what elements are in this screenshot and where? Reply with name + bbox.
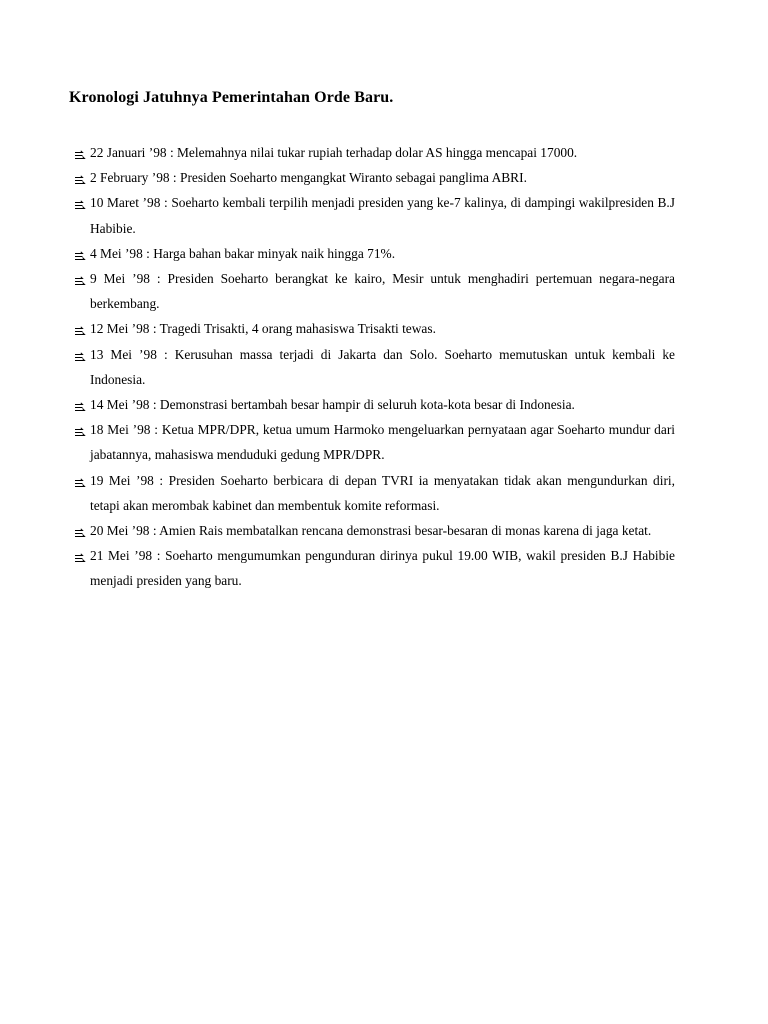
arrow-bullet-icon [74,325,86,336]
chronology-item-text: 10 Maret ’98 : Soeharto kembali terpilih menjadi presiden yang ke-7 kalinya, di dampingi wakilpresiden B.J Habibie. [90,195,675,236]
chronology-item-3 [74,190,675,240]
chronology-item-6 [74,316,675,341]
chronology-item-4 [74,241,675,266]
chronology-item-11 [74,518,675,543]
arrow-bullet-icon [74,149,86,160]
chronology-list [74,140,675,594]
chronology-item-text: 21 Mei ’98 : Soeharto mengumumkan pengunduran dirinya pukul 19.00 WIB, wakil presiden B.J Habibie menjadi presiden yang baru. [90,548,675,589]
chronology-item-text: 14 Mei ’98 : Demonstrasi bertambah besar hampir di seluruh kota-kota besar di Indonesia. [90,397,575,413]
arrow-bullet-icon [74,174,86,185]
chronology-item-text: 12 Mei ’98 : Tragedi Trisakti, 4 orang mahasiswa Trisakti tewas. [90,321,436,337]
arrow-bullet-icon [74,199,86,210]
arrow-bullet-icon [74,477,86,488]
chronology-item-text: 20 Mei ’98 : Amien Rais membatalkan rencana demonstrasi besar-besaran di monas karena di jaga ketat. [90,523,652,539]
arrow-bullet-icon [74,426,86,437]
arrow-bullet-icon [74,401,86,412]
chronology-item-5 [74,266,675,316]
chronology-item-text: 22 Januari ’98 : Melemahnya nilai tukar rupiah terhadap dolar AS hingga mencapai 17000. [90,145,578,160]
arrow-bullet-icon [74,275,86,286]
chronology-item-10 [74,468,675,518]
chronology-item-12 [74,543,675,593]
chronology-item-text: 18 Mei ’98 : Ketua MPR/DPR, ketua umum Harmoko mengeluarkan pernyataan agar Soeharto mundur dari jabatannya, mahasiswa menduduki gedung MPR/DPR. [90,422,675,463]
chronology-item-text: 13 Mei ’98 : Kerusuhan massa terjadi di Jakarta dan Solo. Soeharto memutuskan untuk kembali ke Indonesia. [90,346,675,387]
arrow-bullet-icon [74,552,86,563]
chronology-item-text: 4 Mei ’98 : Harga bahan bakar minyak naik hingga 71%. [90,245,396,261]
document-title: Kronologi Jatuhnya Pemerintahan Orde Baru. [69,89,394,106]
chronology-item-text: 9 Mei ’98 : Presiden Soeharto berangkat ke kairo, Mesir untuk menghadiri pertemuan negara-negara berkembang. [90,271,675,312]
arrow-bullet-icon [74,527,86,538]
chronology-item-text: 19 Mei ’98 : Presiden Soeharto berbicara di depan TVRI ia menyatakan tidak akan mengundurkan diri, tetapi akan merombak kabinet dan membentuk komite reformasi. [90,472,675,513]
chronology-item-2 [74,165,675,190]
arrow-bullet-icon [74,351,86,362]
chronology-item-1 [74,140,675,165]
chronology-item-text: 2 February ’98 : Presiden Soeharto mengangkat Wiranto sebagai panglima ABRI. [90,170,527,186]
arrow-bullet-icon [74,250,86,261]
chronology-item-8 [74,392,675,417]
chronology-item-9 [74,417,675,467]
chronology-item-7 [74,342,675,392]
